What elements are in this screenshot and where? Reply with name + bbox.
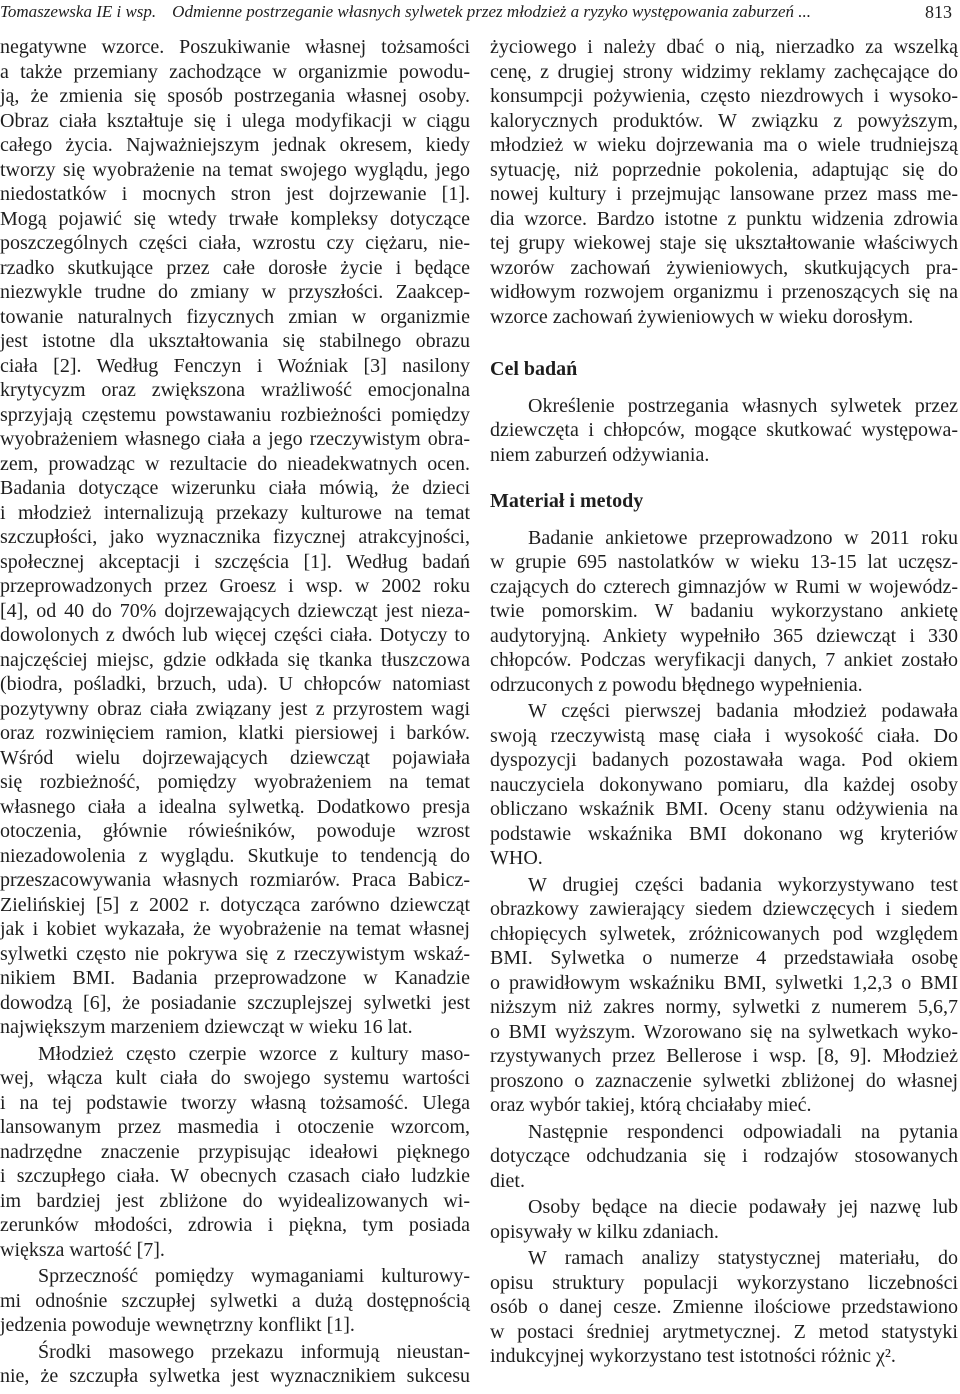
text-line: niezwykle trudne do zmiany w przyszłości. Zaakcep- <box>0 281 470 303</box>
paragraph <box>490 1120 958 1194</box>
text-line: wzorce zachowań żywieniowych w wieku dorosłym. <box>490 305 914 328</box>
text-line: Sprzeczność pomiędzy wymaganiami kulturowy- <box>38 1265 470 1287</box>
text-line: wzorów zachowań żywieniowych, skutkujących pra- <box>490 256 958 279</box>
text-line: niedostatków i mocnych stron jest dojrzewanie [1]. <box>0 183 470 205</box>
text-line: się rozbieżność, pomiędzy wyobrażeniem na temat <box>0 771 470 793</box>
text-line: własnego ciała a idealna sylwetką. Dodatkowo presja <box>0 795 470 818</box>
text-line: WHO. <box>490 847 543 869</box>
text-line: BMI. Sylwetka o numerze 4 przedstawiała osobę <box>490 947 958 969</box>
right-column <box>490 35 958 1369</box>
text-line: życiowego i należy dbać o nią, nierzadko za wszelką <box>490 36 958 58</box>
text-line: tworzy się wyobrażenie na temat swojego wyglądu, jego <box>0 158 470 181</box>
text-line: obliczano wskaźnik BMI. Oceny stanu odżywienia na <box>490 798 958 820</box>
text-line: W ramach analizy statystycznej materiału, do <box>528 1247 958 1269</box>
text-line: większa wartość [7]. <box>0 1238 165 1261</box>
paragraph <box>490 1246 958 1369</box>
text-line: niezadowolenia z wyglądu. Skutkuje to tendencją do <box>0 844 470 867</box>
text-line: a także przemiany zachodzące w organizmie powodu- <box>0 60 470 83</box>
text-line: Badania dotyczące wizerunku ciała mówią, że dzieci <box>0 477 470 499</box>
text-line: dia wzorce. Bardzo istotne z punktu widzenia zdrowia <box>490 207 958 230</box>
text-line: Środki masowego przekazu informują nieustan- <box>38 1340 470 1363</box>
text-line: niższym niż zakres normy, sylwetki z numerem 5,6,7 <box>490 996 958 1018</box>
text-line: Określenie postrzegania własnych sylwetek przez <box>528 394 958 417</box>
paragraph <box>0 1264 470 1338</box>
paragraph <box>490 35 958 329</box>
text-line: pozytywny obraz ciała związany jest z przyrostem wagi <box>0 697 470 720</box>
text-line: swoją rzeczywistą masę ciała i wysokość ciała. Do <box>490 724 958 747</box>
text-line: oraz wybór takiej, którą chciałaby mieć. <box>490 1094 812 1116</box>
paragraph <box>0 35 470 1040</box>
left-column <box>0 35 470 1389</box>
text-line: negatywne wzorce. Poszukiwanie własnej tożsamości <box>0 36 470 58</box>
text-line: największym marzeniem dziewcząt w wieku 16 lat. <box>0 1016 413 1038</box>
text-line: sprzyjają częstemu powstawaniu rozbieżności pomiędzy <box>0 403 470 426</box>
text-line: (biodra, pośladki, brzuch, uda). U chłopców natomiast <box>0 673 470 695</box>
text-line: audytoryjną. Ankiety wypełniło 365 dziewcząt i 330 <box>490 624 958 647</box>
text-line: młodzież w wieku dojrzewania ma o wiele trudniejszą <box>490 134 958 156</box>
text-line: nauczyciela dokonywano pomiaru, dla każdej osoby <box>490 773 958 796</box>
text-line: jedzenia powoduje wewnętrzny konflikt [1]. <box>0 1314 355 1336</box>
paragraph <box>490 1195 958 1244</box>
text-line: dziewczęta i chłopców, mogące skutkować występowa- <box>490 419 958 441</box>
text-line: nie, że szczupła sylwetka jest wyznacznikiem sukcesu <box>0 1365 470 1387</box>
text-line: dowodzą [6], że posiadanie szczuplejszej sylwetki jest <box>0 991 470 1014</box>
text-line: o BMI wyższym. Wzorowano się na sylwetkach wyko- <box>490 1020 958 1043</box>
text-line: mi odnośnie szczupłej sylwetki a dużą dostępnością <box>0 1289 470 1312</box>
text-line: w postaci średniej arytmetycznej. Z metod statystyki <box>490 1320 958 1343</box>
text-line: chłopców. Podczas weryfikacji danych, 7 ankiet zostało <box>490 649 958 671</box>
text-line: W drugiej części badania wykorzystywano test <box>528 873 958 896</box>
text-line: szczupłości, jako wyznacznika fizycznej atrakcyjności, <box>0 526 470 548</box>
text-line: całego życia. Najważniejszym jednak okresem, kiedy <box>0 134 470 156</box>
text-line: Zielińskiej [5] z 2002 r. dotycząca zarówno dziewcząt <box>0 893 470 916</box>
text-line: otoczenia, głównie rówieśników, powoduje wzrost <box>0 820 470 842</box>
text-line: widłowym rozwojem organizmu i przenoszących się na <box>490 281 958 303</box>
page-number: 813 <box>925 1 952 22</box>
text-line: Wśród wielu dojrzewających dziewcząt pojawiała <box>0 746 470 769</box>
text-line: nikiem BMI. Badania przeprowadzone w Kanadzie <box>0 967 470 989</box>
text-line: dotyczące odchudzania się i rodzajów stosowanych <box>490 1145 958 1167</box>
text-line: cenę, z drugiej strony widzimy reklamy zachęcające do <box>490 60 958 83</box>
text-line: nowej kultury i przejmując lansowane przez mass me- <box>490 183 958 205</box>
text-line: nadrzędne znaczenie przypisując ideałowi pięknego <box>0 1140 470 1163</box>
paragraph <box>490 699 958 871</box>
text-line: dyspozycji badanych pozostawała waga. Pod okiem <box>490 749 958 771</box>
text-line: odrzuconych z powodu błędnego wypełnienia. <box>490 673 863 696</box>
text-line: i na tej podstawie tworzy własną tożsamość. Ulega <box>0 1091 470 1114</box>
text-line: i młodzież internalizują przekazy kulturowe na temat <box>0 501 470 524</box>
text-line: najczęściej miejsc, gdzie odkłada się tkanka tłuszczowa <box>0 648 470 671</box>
paragraph <box>490 394 958 468</box>
text-line: chłopięcych sylwetek, zróżnicowanych pod względem <box>490 922 958 945</box>
text-line: opisywały w kilku zdaniach. <box>490 1220 719 1243</box>
section-heading: Materiał i metody <box>490 490 644 512</box>
paragraph <box>490 873 958 1118</box>
text-line: opisu struktury populacji wykorzystano liczebności <box>490 1271 958 1294</box>
text-line: osób o danej cesze. Zmienne ilościowe przedstawiono <box>490 1296 958 1318</box>
text-line: towanie naturalnych fizycznych zmian w organizmie <box>0 305 470 328</box>
text-line: rzadko skutkujące przez całe dorosłe życie i będące <box>0 256 470 279</box>
text-line: W części pierwszej badania młodzież podawała <box>528 700 958 722</box>
text-line: przeprowadzonych przez Groesz i wsp. w 2002 roku <box>0 575 470 597</box>
header-authors: Tomaszewska IE i wsp. <box>0 2 157 21</box>
text-line: podstawie wskaźnika BMI dokonano wg kryteriów <box>490 822 958 845</box>
text-line: obrazkowy zawierający siedem dziewczęcych i siedem <box>490 898 958 920</box>
text-line: kalorycznych produktów. W związku z powyższym, <box>490 109 958 132</box>
text-line: Osoby będące na diecie podawały jej nazwę lub <box>528 1196 958 1218</box>
text-line: jest istotne dla ukształtowania się stabilnego obrazu <box>0 330 470 352</box>
paragraph <box>0 1042 470 1263</box>
text-line: sytuację, niż poprzednie pokolenia, adaptując się do <box>490 158 958 181</box>
text-line: proszono o zaznaczenie sylwetki zbliżonej do własnej <box>490 1069 958 1092</box>
text-line: o prawidłowym wskaźniku BMI, sylwetki 1,2,3 o BMI <box>490 971 958 994</box>
text-line: indukcyjnej wykorzystano test istotności różnic χ². <box>490 1345 896 1367</box>
text-line: i szczupłego ciała. W obecnych czasach ciało ludzkie <box>0 1165 470 1187</box>
text-line: ją, że zmienia się sposób postrzegania własnej osoby. <box>0 85 470 107</box>
text-line: zerunków młodości, zdrowia i piękna, tym posiada <box>0 1214 470 1236</box>
text-line: niem zaburzeń odżywiania. <box>490 443 710 466</box>
text-line: przeszacowywania własnych rozmiarów. Praca Babicz- <box>0 869 470 891</box>
text-line: w grupie 695 nastolatków w wieku 13-15 lat uczęsz- <box>490 551 958 573</box>
text-line: ciała [2]. Według Fenczyn i Woźniak [3] nasilony <box>0 354 470 377</box>
text-line: wyobrażeniem własnego ciała a jego rzeczywistym obra- <box>0 428 470 450</box>
text-line: oraz rozwinięciem ramion, klatki piersiowej i barków. <box>0 722 470 744</box>
running-header <box>0 0 952 24</box>
text-line: poszczególnych części ciała, wzrostu czy ciężaru, nie- <box>0 232 470 254</box>
text-line: Badanie ankietowe przeprowadzono w 2011 roku <box>528 526 958 549</box>
text-line: im bardziej jest zbliżone do wyidealizowanych wi- <box>0 1189 470 1212</box>
text-line: sylwetki często nie pokrywa się z rzeczywistym wskaź- <box>0 942 470 965</box>
text-line: jak i kobiet wykazała, że wyobrażenie na temat własnej <box>0 918 470 940</box>
text-line: Następnie respondenci odpowiadali na pytania <box>528 1120 958 1143</box>
text-line: [4], od 40 do 70% dojrzewających dziewcząt jest nieza- <box>0 599 470 622</box>
text-line: krytycyzm oraz zwiększona wrażliwość emocjonalna <box>0 379 470 401</box>
text-line: dowolonych z dwóch lub więcej części ciała. Dotyczy to <box>0 624 470 646</box>
paragraph <box>0 1340 470 1389</box>
text-line: wej, włącza kult ciała do swojego systemu wartości <box>0 1067 470 1089</box>
text-line: społecznej akceptacji i szczęścia [1]. Według badań <box>0 550 470 573</box>
text-line: diet. <box>490 1169 525 1192</box>
paragraph <box>490 526 958 698</box>
text-line: zem, prowadząc w rezultacie do nieadekwatnych ocen. <box>0 452 470 475</box>
text-line: Młodzież często czerpie wzorce z kultury maso- <box>38 1042 470 1065</box>
text-line: twie pomorskim. W badaniu wykorzystano ankietę <box>490 600 958 622</box>
header-running-title: Odmienne postrzeganie własnych sylwetek przez młodzież a ryzyko występowania zaburzeń ... <box>172 2 812 21</box>
text-line: tej grupy wiekowej staje się ukształtowanie właściwych <box>490 232 958 254</box>
text-line: Mogą pojawić się wtedy trwałe kompleksy dotyczące <box>0 207 470 230</box>
text-line: rzystywanych przez Bellerose i wsp. [8, 9]. Młodzież <box>490 1045 958 1067</box>
text-line: lansowanym przez masmedia i otoczenie wzorcom, <box>0 1116 470 1138</box>
text-line: czających do czterech gimnazjów w Rumi w wojewódz- <box>490 575 958 598</box>
text-line: Obraz ciała kształtuje się i ulega modyfikacji w ciągu <box>0 109 470 132</box>
text-line: konsumpcji pożywienia, często niezdrowych i wysoko- <box>490 85 958 107</box>
section-heading: Cel badań <box>490 358 578 380</box>
